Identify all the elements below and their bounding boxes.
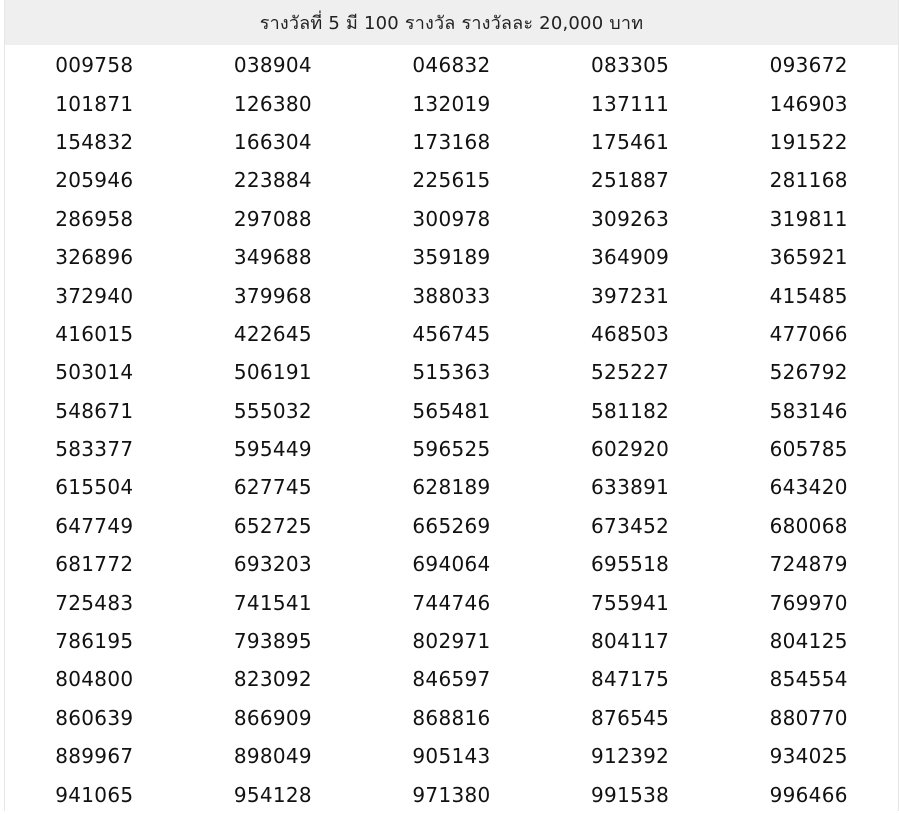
winning-number: 281168 bbox=[769, 168, 848, 193]
winning-number: 695518 bbox=[591, 552, 670, 577]
winning-number: 652725 bbox=[233, 513, 312, 538]
winning-number: 905143 bbox=[412, 744, 491, 769]
winning-number: 602920 bbox=[591, 437, 670, 462]
winning-number: 804125 bbox=[769, 629, 848, 654]
winning-number: 548671 bbox=[55, 398, 134, 423]
winning-number: 126380 bbox=[233, 91, 312, 116]
winning-number: 596525 bbox=[412, 437, 491, 462]
winning-number: 880770 bbox=[769, 705, 848, 730]
winning-number: 876545 bbox=[591, 705, 670, 730]
winning-number: 941065 bbox=[55, 782, 134, 807]
winning-number: 804117 bbox=[591, 629, 670, 654]
winning-number: 996466 bbox=[769, 782, 848, 807]
winning-number: 823092 bbox=[233, 667, 312, 692]
prize-header: รางวัลที่ 5 มี 100 รางวัล รางวัลละ 20,000 บาท bbox=[5, 0, 898, 45]
winning-number: 694064 bbox=[412, 552, 491, 577]
winning-number: 868816 bbox=[412, 705, 491, 730]
winning-number: 397231 bbox=[591, 283, 670, 308]
winning-number: 673452 bbox=[591, 513, 670, 538]
winning-number: 365921 bbox=[769, 245, 848, 270]
winning-number: 415485 bbox=[769, 283, 848, 308]
winning-number: 627745 bbox=[233, 475, 312, 500]
winning-number: 555032 bbox=[233, 398, 312, 423]
winning-number: 934025 bbox=[769, 744, 848, 769]
winning-number: 565481 bbox=[412, 398, 491, 423]
winning-number: 137111 bbox=[591, 91, 670, 116]
winning-number: 173168 bbox=[412, 129, 491, 154]
winning-number: 388033 bbox=[412, 283, 491, 308]
winning-number: 422645 bbox=[233, 321, 312, 346]
winning-number: 309263 bbox=[591, 206, 670, 231]
winning-number: 326896 bbox=[55, 245, 134, 270]
winning-number: 725483 bbox=[55, 590, 134, 615]
winning-number: 525227 bbox=[591, 360, 670, 385]
winning-number: 991538 bbox=[591, 782, 670, 807]
winning-number: 724879 bbox=[769, 552, 848, 577]
winning-number: 225615 bbox=[412, 168, 491, 193]
winning-number: 954128 bbox=[233, 782, 312, 807]
winning-number: 581182 bbox=[591, 398, 670, 423]
winning-number: 693203 bbox=[233, 552, 312, 577]
winning-number: 515363 bbox=[412, 360, 491, 385]
winning-number: 379968 bbox=[233, 283, 312, 308]
winning-number: 456745 bbox=[412, 321, 491, 346]
winning-number: 359189 bbox=[412, 245, 491, 270]
winning-number: 416015 bbox=[55, 321, 134, 346]
winning-number: 681772 bbox=[55, 552, 134, 577]
winning-number: 860639 bbox=[55, 705, 134, 730]
winning-number: 154832 bbox=[55, 129, 134, 154]
winning-number: 744746 bbox=[412, 590, 491, 615]
winning-number: 802971 bbox=[412, 629, 491, 654]
winning-number: 647749 bbox=[55, 513, 134, 538]
winning-number: 046832 bbox=[412, 53, 491, 78]
winning-number: 755941 bbox=[591, 590, 670, 615]
winning-number: 251887 bbox=[591, 168, 670, 193]
winning-number: 665269 bbox=[412, 513, 491, 538]
winning-number: 038904 bbox=[233, 53, 312, 78]
winning-number: 769970 bbox=[769, 590, 848, 615]
winning-number: 971380 bbox=[412, 782, 491, 807]
winning-number: 372940 bbox=[55, 283, 134, 308]
winning-number: 223884 bbox=[233, 168, 312, 193]
winning-number: 804800 bbox=[55, 667, 134, 692]
winning-number: 898049 bbox=[233, 744, 312, 769]
winning-number: 846597 bbox=[412, 667, 491, 692]
winning-number: 506191 bbox=[233, 360, 312, 385]
winning-number: 526792 bbox=[769, 360, 848, 385]
winning-number: 009758 bbox=[55, 53, 134, 78]
winning-number: 349688 bbox=[233, 245, 312, 270]
winning-number: 628189 bbox=[412, 475, 491, 500]
winning-number: 912392 bbox=[591, 744, 670, 769]
winning-number: 854554 bbox=[769, 667, 848, 692]
winning-number: 847175 bbox=[591, 667, 670, 692]
winning-number: 680068 bbox=[769, 513, 848, 538]
winning-number: 286958 bbox=[55, 206, 134, 231]
winning-number: 319811 bbox=[769, 206, 848, 231]
winning-number: 889967 bbox=[55, 744, 134, 769]
winning-number: 093672 bbox=[769, 53, 848, 78]
prize-panel bbox=[4, 0, 899, 811]
winning-number: 468503 bbox=[591, 321, 670, 346]
winning-number: 583377 bbox=[55, 437, 134, 462]
numbers-grid bbox=[5, 45, 898, 814]
winning-number: 297088 bbox=[233, 206, 312, 231]
winning-number: 866909 bbox=[233, 705, 312, 730]
winning-number: 477066 bbox=[769, 321, 848, 346]
winning-number: 615504 bbox=[55, 475, 134, 500]
winning-number: 300978 bbox=[412, 206, 491, 231]
winning-number: 605785 bbox=[769, 437, 848, 462]
winning-number: 643420 bbox=[769, 475, 848, 500]
winning-number: 146903 bbox=[769, 91, 848, 116]
winning-number: 503014 bbox=[55, 360, 134, 385]
winning-number: 364909 bbox=[591, 245, 670, 270]
winning-number: 633891 bbox=[591, 475, 670, 500]
winning-number: 101871 bbox=[55, 91, 134, 116]
winning-number: 175461 bbox=[591, 129, 670, 154]
winning-number: 583146 bbox=[769, 398, 848, 423]
winning-number: 166304 bbox=[233, 129, 312, 154]
winning-number: 191522 bbox=[769, 129, 848, 154]
winning-number: 786195 bbox=[55, 629, 134, 654]
winning-number: 083305 bbox=[591, 53, 670, 78]
winning-number: 595449 bbox=[233, 437, 312, 462]
winning-number: 205946 bbox=[55, 168, 134, 193]
winning-number: 132019 bbox=[412, 91, 491, 116]
winning-number: 793895 bbox=[233, 629, 312, 654]
winning-number: 741541 bbox=[233, 590, 312, 615]
